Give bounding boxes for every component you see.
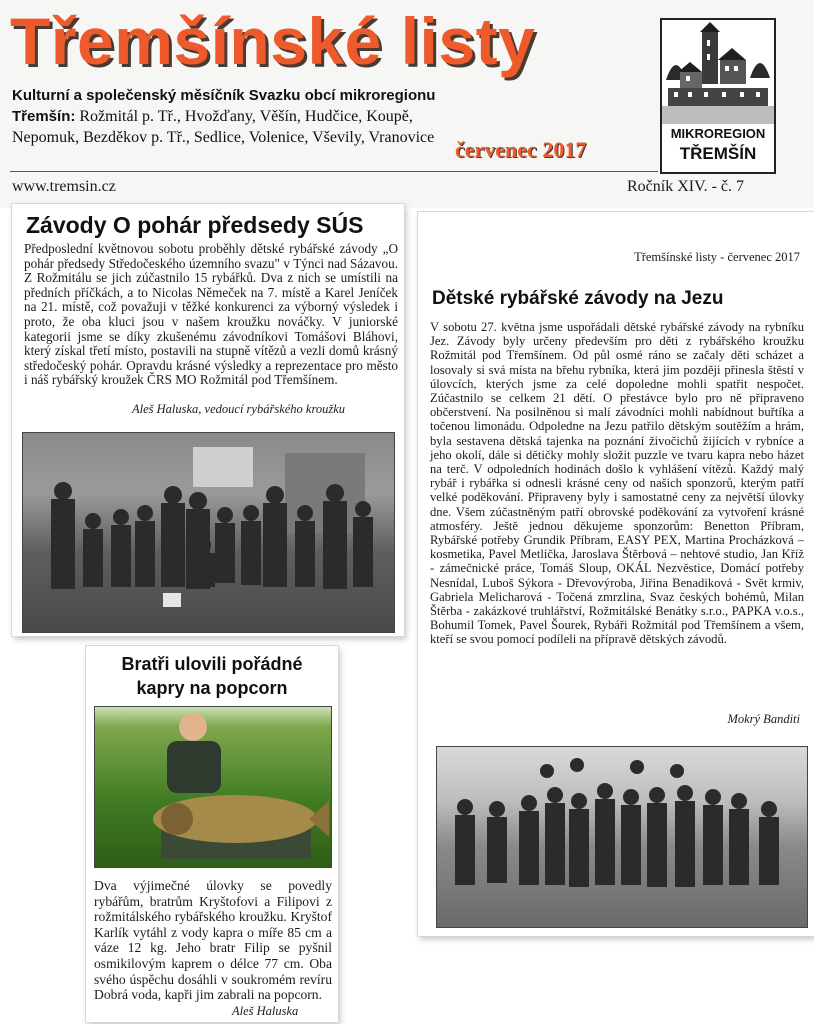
- article-title-line1: Bratři ulovili pořádné: [121, 654, 303, 674]
- article-carp-popcorn: [86, 646, 338, 1022]
- article-body: Předposlední květnovou sobotu proběhly dětské rybářské závody „O pohár předsedy Středočeského územního svazu" v Týnci nad Sázavou. Z Rožmitálu se jich zúčastnilo 15 rybářků. Dva z nich se umístili na předních příčkách, a to Nicolas Němeček na 7. místě a Karel Jeníček na 21. místě, což považuji v těžké konkurenci za výborný výsledek i proto, že oba kluci jsou v našem kroužku nováčky. V juniorské kategorii jsme se díky zkušenému závodníkovi Tomášovi Bláhovi, který získal třetí místo, postavili na stupně vítězů a vezli domů krásný středočeský pohár. Opravdu krásné výsledky a reprezentace pro město i náš rybářský kroužek ČRS MO Rožmitál pod Třemšínem.: [24, 241, 398, 388]
- subtitle-towns: Rožmitál p. Tř., Hvožďany, Věšín, Hudčice, Koupě, Nepomuk, Bezděkov p. Tř., Sedlice, Volenice, Vševily, Vranovice: [12, 108, 435, 146]
- group-photo: [22, 432, 395, 633]
- article-signature: Aleš Haluska: [232, 1004, 299, 1018]
- article-sus-cup: [12, 204, 404, 636]
- article-body: V sobotu 27. května jsme uspořádali dětské rybářské závody na rybníku Jez. Závody byly určeny především pro děti z rybářského kroužku Rožmitál pod Třemšínem. Od půl osmé ráno se začaly děti scházet a losovaly si svá místa na břehu rybníka, která jim později přinesla štěstí v úlovcích, kterých jsme za celé dopoledne mohli spatřit nespočet. Zúčastnilo se celkem 21 dětí. O přestávce bylo pro ně připraveno občerstvení. Na posilněnou si malí závodníci mohli nabídnout buřtíka a točenou limonádu. Odpoledne na Jezu patřilo dětským soutěžím a hrám, byla sestavena dětská tajenka na poznání živočichů žijících v rybníce a jeho okolí, dále si dětičky mohly složit puzzle ve tvaru kapra nebo házet na terč. V odpoledních hodinách došlo k vyhlášení vítězů. Každý malý rybář i rybářka si odnesli krásné ceny od našich sponzorů, kterým patří velké poděkování. Připraveny byly i samostatné ceny za největší úlovky dne. Všem zúčastněným patří obrovské poděkování za vytvoření krásné atmosféry. Ještě jednou děkujeme sponzorům: Benetton Příbram, Rybářské potřeby Grundik Příbram, EASY PEX, Martina Procházková – kosmetika, Pavel Metlička, Jaroslava Štěrbová – nehtové studio, Jan Kříž - zámečnické práce, Tomáš Sloup, OKÁL Nezvěstice, Domácí potřeby Nesnídal, Luboš Sýkora - Dřevovýroba, Jiřina Benadiková - Svět krmiv, Gabriela Melicharová - Točená zmrzlina, Svaz českých bohémů, Milan Štěrba - zakázkové truhlářství, Rožmitálské Benátky s.r.o., PAPKA v.o.s., Bohumil Tomek, Pavel Šourek, Rybáři Rožmitál pod Třemšínem a všem, kteří se svou pomocí podíleli na přípravě dětských závodů.: [430, 320, 804, 647]
- article-jez-race: [418, 212, 814, 936]
- castle-icon: [662, 20, 774, 124]
- children-silhouettes: [437, 747, 807, 927]
- article-title-line2: kapry na popcorn: [136, 678, 288, 698]
- article-title: Závody O pohár předsedy SÚS: [26, 212, 364, 238]
- mikroregion-logo: [660, 18, 776, 174]
- logo-line1: MIKROREGION: [670, 126, 766, 141]
- issue-number: Ročník XIV. - č. 7: [627, 178, 745, 195]
- carp-photo: [94, 706, 332, 868]
- children-silhouettes: [23, 433, 394, 632]
- masthead-divider: [10, 171, 658, 172]
- issue-month: červenec 2017: [455, 137, 587, 162]
- article-signature: Aleš Haluska, vedoucí rybářského kroužku: [132, 402, 346, 416]
- running-head: Třemšínské listy - červenec 2017: [634, 250, 800, 264]
- article-signature: Mokrý Banditi: [727, 712, 800, 726]
- article-title: Dětské rybářské závody na Jezu: [432, 288, 724, 309]
- boy-with-carp: [95, 707, 331, 867]
- children-group-photo: [436, 746, 808, 928]
- logo-line2: TŘEMŠÍN: [679, 144, 757, 163]
- masthead-subtitle: [12, 85, 442, 148]
- masthead: [0, 0, 814, 208]
- newspaper-title: Třemšínské listy: [10, 4, 536, 78]
- article-body: Dva výjimečné úlovky se povedly rybářům, bratrům Kryštofovi a Filipovi z rožmitálského rybářského kroužku. Kryštof Karlík vytáhl z vody kapra o míře 85 cm a váze 12 kg. Jeho bratr Filip se pyšnil osmikilovým kaprem o délce 77 cm. Oba svého úspěchu dosáhli v soukromém revíru Dobrá voda, kapři jim zabrali na popcorn.: [94, 878, 332, 1003]
- subtitle-bold: Kulturní a společenský měsíčník Svazku obcí mikroregionu Třemšín:: [12, 87, 436, 125]
- website-url: www.tremsin.cz: [12, 178, 116, 195]
